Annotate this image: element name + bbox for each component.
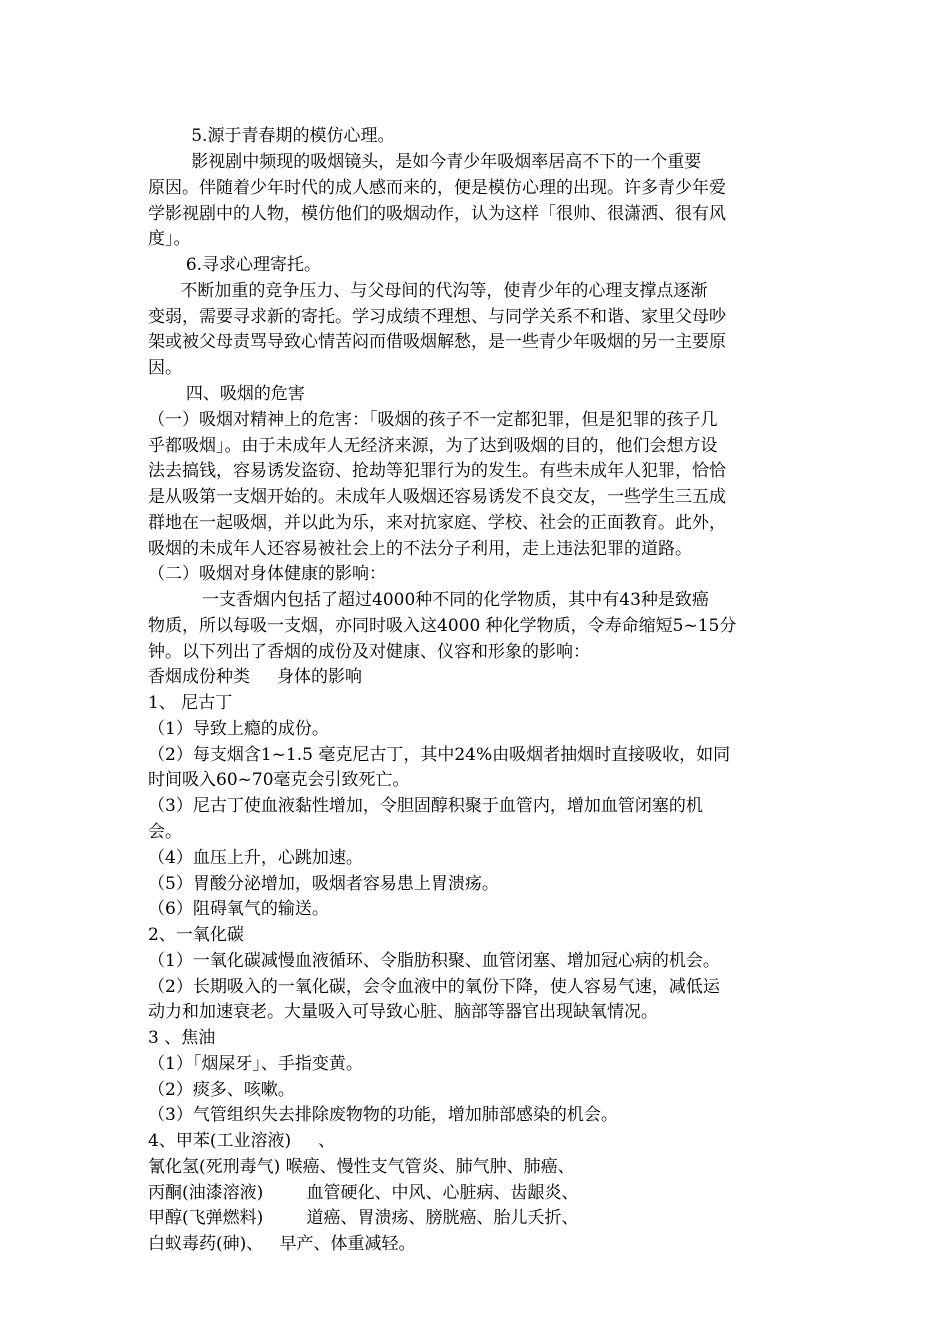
heading-6-psychological: 6.寻求心理寄托。 — [148, 255, 322, 275]
paragraph-line: 因。 — [148, 358, 182, 378]
paragraph-line: 是从吸第一支烟开始的。未成年人吸烟还容易诱发不良交友，一些学生三五成 — [148, 487, 726, 507]
paragraph-line: 钟。以下列出了香烟的成份及对健康、仪容和形象的影响： — [148, 642, 590, 662]
item-nicotine: 1、 尼古丁 — [148, 693, 233, 713]
list-item: 氰化氢(死刑毒气) 喉癌、慢性支气管炎、肺气肿、肺癌、 — [148, 1157, 575, 1177]
subsection-health: （二）吸烟对身体健康的影响： — [148, 564, 386, 584]
paragraph-line: 影视剧中频现的吸烟镜头，是如今青少年吸烟率居高不下的一个重要 — [148, 152, 702, 172]
list-item: （1）导致上瘾的成份。 — [148, 719, 329, 739]
paragraph-line: 物质，所以每吸一支烟，亦同时吸入这4000 种化学物质，令寿命缩短5~15分 — [148, 616, 737, 636]
subsection-mental: （一）吸烟对精神上的危害：「吸烟的孩子不一定都犯罪，但是犯罪的孩子几 — [148, 410, 718, 430]
section-heading-harms: 四、吸烟的危害 — [148, 384, 305, 404]
list-item: （2）每支烟含1~1.5 毫克尼古丁，其中24%由吸烟者抽烟时直接吸收，如同 — [148, 745, 731, 765]
paragraph-line: 学影视剧中的人物，模仿他们的吸烟动作，认为这样「很帅、很潇洒、很有风 — [148, 204, 726, 224]
paragraph-line: 乎都吸烟」。由于未成年人无经济来源，为了达到吸烟的目的，他们会想方设 — [148, 436, 718, 456]
item-tar: 3 、焦油 — [148, 1028, 216, 1048]
paragraph-line: 度」。 — [148, 229, 191, 249]
list-item: （3）气管组织失去排除废物物的功能，增加肺部感染的机会。 — [148, 1105, 618, 1125]
list-item: 动力和加速衰老。大量吸入可导致心脏、脑部等器官出现缺氧情况。 — [148, 1002, 658, 1022]
list-item: （2）长期吸入的一氧化碳，会令血液中的氧份下降，使人容易气速，减低运 — [148, 977, 720, 997]
heading-5-imitation: 5.源于青春期的模仿心理。 — [148, 126, 395, 146]
list-item: 时间吸入60~70毫克会引致死亡。 — [148, 770, 410, 790]
list-item: （1）一氧化碳减慢血液循环、令脂肪积聚、血管闭塞、增加冠心病的机会。 — [148, 951, 720, 971]
list-item: （1）「烟屎牙」、手指变黄。 — [148, 1054, 363, 1074]
list-item: （3）尼古丁使血液黏性增加，令胆固醇积聚于血管内，增加血管闭塞的机 — [148, 796, 703, 816]
list-item: （2）痰多、咳嗽。 — [148, 1080, 295, 1100]
item-carbon-monoxide: 2、一氧化碳 — [148, 925, 244, 945]
paragraph-line: 变弱，需要寻求新的寄托。学习成绩不理想、与同学关系不和谐、家里父母吵 — [148, 307, 726, 327]
paragraph-line: 原因。伴随着少年时代的成人感而来的，便是模仿心理的出现。许多青少年爱 — [148, 178, 726, 198]
table-header: 香烟成份种类 身体的影响 — [148, 667, 363, 687]
paragraph-line: 法去搞钱，容易诱发盗窃、抢劫等犯罪行为的发生。有些未成年人犯罪，恰恰 — [148, 461, 726, 481]
list-item: 会。 — [148, 822, 182, 842]
item-toluene: 4、甲苯(工业溶液) 、 — [148, 1131, 336, 1151]
list-item: （6）阻碍氧气的输送。 — [148, 899, 329, 919]
list-item: 白蚁毒药(砷)、 早产、体重减轻。 — [148, 1234, 416, 1254]
paragraph-line: 一支香烟内包括了超过4000种不同的化学物质，其中有43种是致癌 — [148, 590, 709, 610]
paragraph-line: 架或被父母责骂导致心情苦闷而借吸烟解愁，是一些青少年吸烟的另一主要原 — [148, 332, 726, 352]
list-item: 甲醇(飞弹燃料) 道癌、胃溃疡、膀胱癌、胎儿夭折、 — [148, 1208, 579, 1228]
paragraph-line: 群地在一起吸烟，并以此为乐，来对抗家庭、学校、社会的正面教育。此外， — [148, 513, 726, 533]
paragraph-line: 不断加重的竞争压力、与父母间的代沟等，使青少年的心理支撑点逐渐 — [148, 281, 708, 301]
list-item: （5）胃酸分泌增加，吸烟者容易患上胃溃疡。 — [148, 874, 499, 894]
list-item: （4）血压上升，心跳加速。 — [148, 848, 363, 868]
list-item: 丙酮(油漆溶液) 血管硬化、中风、心脏病、齿龈炎、 — [148, 1183, 579, 1203]
paragraph-line: 吸烟的未成年人还容易被社会上的不法分子利用，走上违法犯罪的道路。 — [148, 539, 692, 559]
